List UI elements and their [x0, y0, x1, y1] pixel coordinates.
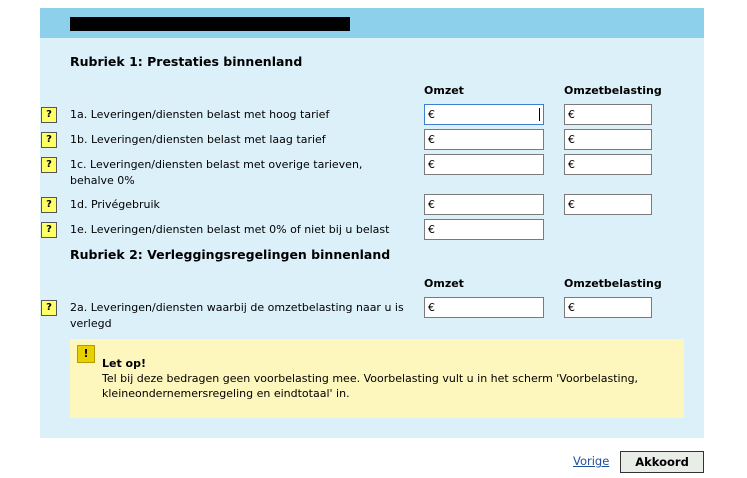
- currency-symbol: €: [568, 158, 575, 171]
- input-1e-omzet[interactable]: [424, 219, 544, 240]
- help-icon-1e[interactable]: ?: [41, 222, 57, 238]
- redacted-title-bar: [70, 17, 350, 31]
- panel-header: [40, 8, 704, 38]
- currency-symbol: €: [428, 158, 435, 171]
- row-label-1d: 1d. Privégebruik: [70, 198, 160, 211]
- input-1b-omzetbelasting[interactable]: [564, 129, 652, 150]
- section2-col-omzetbelasting: Omzetbelasting: [564, 277, 662, 290]
- notice-text: Tel bij deze bedragen geen voorbelasting mee. Voorbelasting vult u in het scherm 'Voorbelasting, kleineondernemersregeling en eindtotaal' in.: [102, 372, 639, 400]
- help-icon-1a[interactable]: ?: [41, 107, 57, 123]
- input-2a-omzetbelasting[interactable]: [564, 297, 652, 318]
- currency-symbol: €: [568, 301, 575, 314]
- help-icon-1d[interactable]: ?: [41, 197, 57, 213]
- currency-symbol: €: [428, 133, 435, 146]
- help-icon-1b[interactable]: ?: [41, 132, 57, 148]
- row-label-1c: 1c. Leveringen/diensten belast met overige tarieven, behalve 0%: [70, 158, 363, 187]
- input-1b-omzet[interactable]: [424, 129, 544, 150]
- input-1a-omzet[interactable]: [424, 104, 544, 125]
- akkoord-button[interactable]: Akkoord: [620, 451, 704, 473]
- currency-symbol: €: [428, 198, 435, 211]
- currency-symbol: €: [428, 108, 435, 121]
- row-label-1e: 1e. Leveringen/diensten belast met 0% of niet bij u belast: [70, 223, 390, 236]
- section1-col-omzetbelasting: Omzetbelasting: [564, 84, 662, 97]
- currency-symbol: €: [428, 223, 435, 236]
- section1-title: Rubriek 1: Prestaties binnenland: [70, 54, 303, 69]
- currency-symbol: €: [568, 108, 575, 121]
- row-label-1a: 1a. Leveringen/diensten belast met hoog tarief: [70, 108, 330, 121]
- text-caret: [539, 108, 540, 121]
- help-icon-1c[interactable]: ?: [41, 157, 57, 173]
- input-1a-omzetbelasting[interactable]: [564, 104, 652, 125]
- input-1c-omzet[interactable]: [424, 154, 544, 175]
- notice-title: Let op!: [102, 357, 147, 370]
- row-label-2a: 2a. Leveringen/diensten waarbij de omzetbelasting naar u is verlegd: [70, 301, 404, 330]
- input-2a-omzet[interactable]: [424, 297, 544, 318]
- row-label-1b: 1b. Leveringen/diensten belast met laag tarief: [70, 133, 326, 146]
- previous-link[interactable]: Vorige: [573, 454, 610, 468]
- section1-col-omzet: Omzet: [424, 84, 464, 97]
- notice-box: [70, 339, 684, 418]
- currency-symbol: €: [428, 301, 435, 314]
- form-panel: [40, 8, 704, 438]
- help-icon-2a[interactable]: ?: [41, 300, 57, 316]
- input-1c-omzetbelasting[interactable]: [564, 154, 652, 175]
- section2-col-omzet: Omzet: [424, 277, 464, 290]
- currency-symbol: €: [568, 133, 575, 146]
- input-1d-omzet[interactable]: [424, 194, 544, 215]
- section2-title: Rubriek 2: Verleggingsregelingen binnenland: [70, 247, 391, 262]
- warning-icon: !: [77, 345, 95, 363]
- input-1d-omzetbelasting[interactable]: [564, 194, 652, 215]
- currency-symbol: €: [568, 198, 575, 211]
